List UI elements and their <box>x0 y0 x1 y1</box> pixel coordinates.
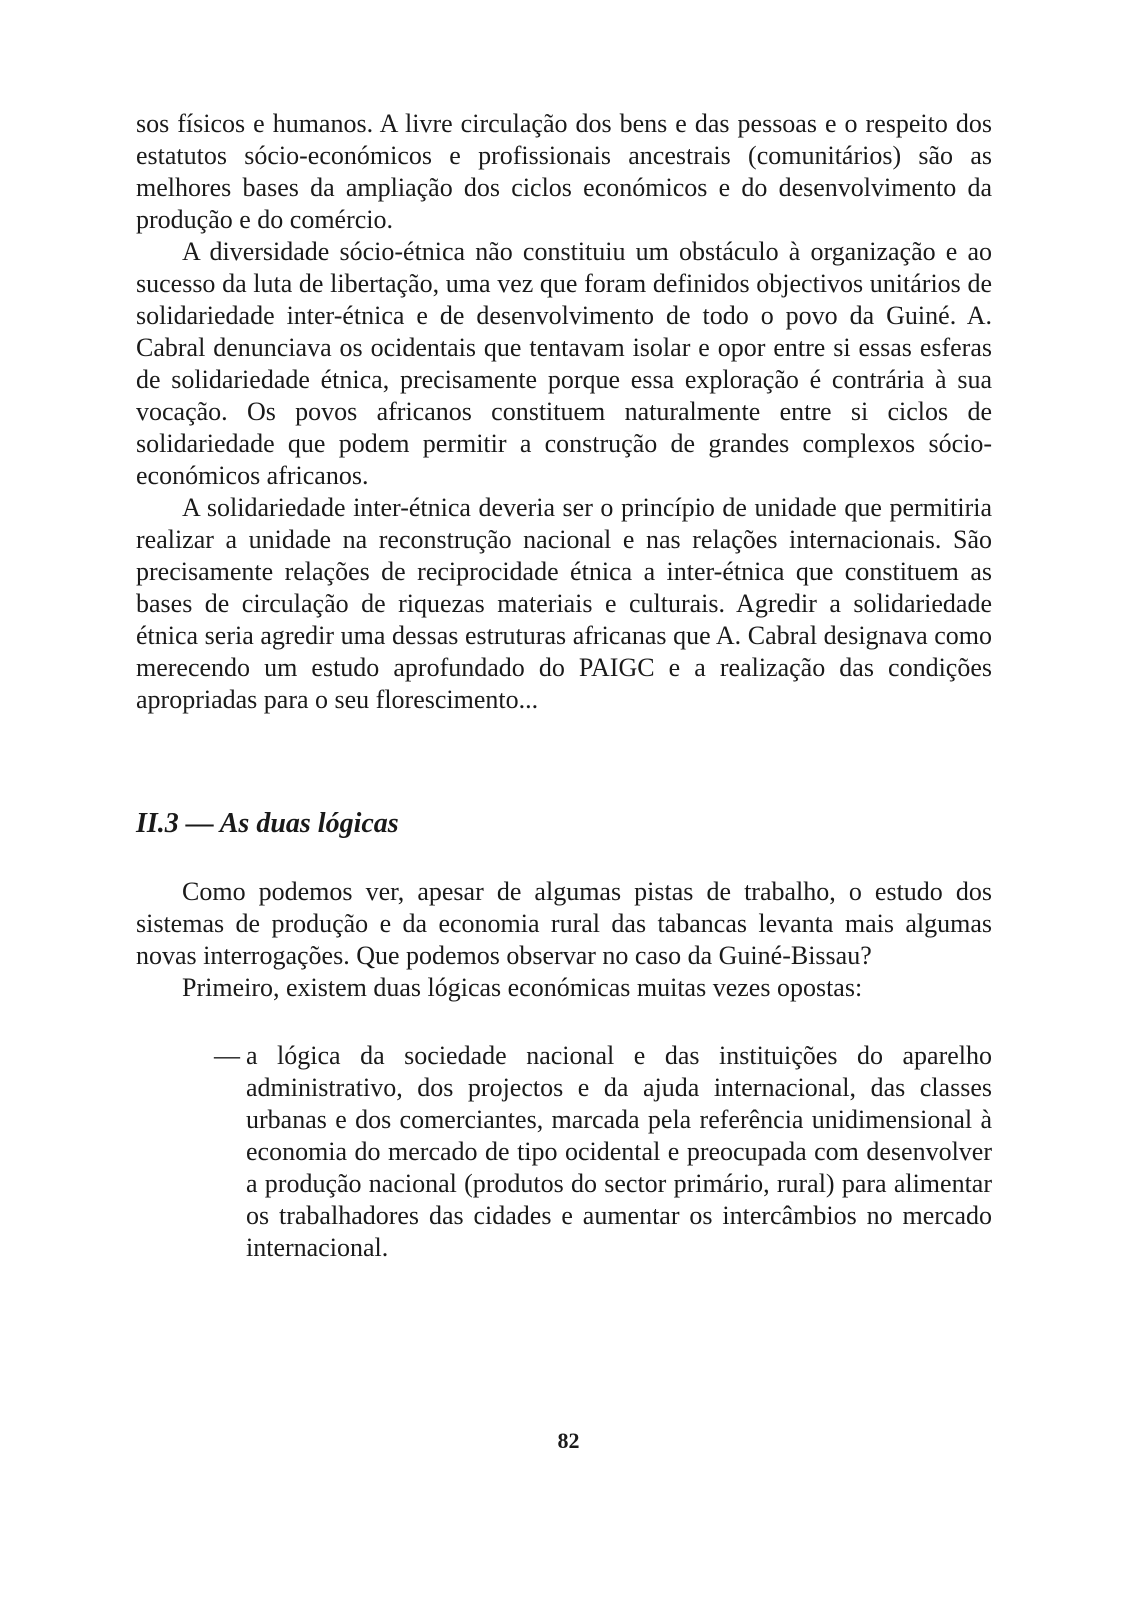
paragraph-ethnic-diversity: A diversidade sócio-étnica não constituiu um obstáculo à organização e ao sucesso da luta de libertação, uma vez que foram definidos objectivos unitários de solidariedade inter-étnica e de desenvolvimento de todo o povo da Guiné. A. Cabral denunciava os ocidentais que tentavam isolar e opor entre si essas esferas de solidariedade étnica, precisamente porque essa exploração é contrária à sua vocação. Os povos africanos constituem naturalmente entre si ciclos de solidariedade que podem permitir a construção de grandes complexos sócio-económicos africanos. <box>136 237 992 490</box>
section-title: II.3 — As duas lógicas <box>136 808 399 839</box>
paragraph-inter-ethnic-solidarity: A solidariedade inter-étnica deveria ser o princípio de unidade que permitiria realizar a unidade na reconstrução nacional e nas relações internacionais. São precisamente relações de reciprocidade étnica a inter-étnica que constituem as bases de circulação de riquezas materiais e culturais. Agredir a solidariedade étnica seria agredir uma dessas estruturas africanas que A. Cabral designava como merecendo um estudo aprofundado do PAIGC e a realização das condições apropriadas para o seu florescimento... <box>136 493 992 714</box>
page-body <box>136 108 992 1264</box>
list-item <box>214 1040 992 1264</box>
page-number: 82 <box>557 1428 580 1453</box>
paragraph-two-logics: Primeiro, existem duas lógicas económicas muitas vezes opostas: <box>182 973 863 1002</box>
paragraph-intro: Como podemos ver, apesar de algumas pistas de trabalho, o estudo dos sistemas de produção e da economia rural das tabancas levanta mais algumas novas interrogações. Que podemos observar no caso da Guiné-Bissau? <box>136 877 992 970</box>
list-item-text: a lógica da sociedade nacional e das instituições do aparelho administrativo, dos projectos e da ajuda internacional, das classes urbanas e dos comerciantes, marcada pela referência unidimensional à economia do mercado de tipo ocidental e preocupada com desenvolver a produção nacional (produtos do sector primário, rural) para alimentar os trabalhadores das cidades e aumentar os intercâmbios no mercado internacional. <box>246 1041 992 1262</box>
list-dash: — <box>214 1041 240 1070</box>
logic-list <box>136 1040 992 1264</box>
paragraph-continuation: sos físicos e humanos. A livre circulação dos bens e das pessoas e o respeito dos estatutos sócio-económicos e profissionais ancestrais (comunitários) são as melhores bases da ampliação dos ciclos económicos e do desenvolvimento da produção e do comércio. <box>136 109 992 234</box>
